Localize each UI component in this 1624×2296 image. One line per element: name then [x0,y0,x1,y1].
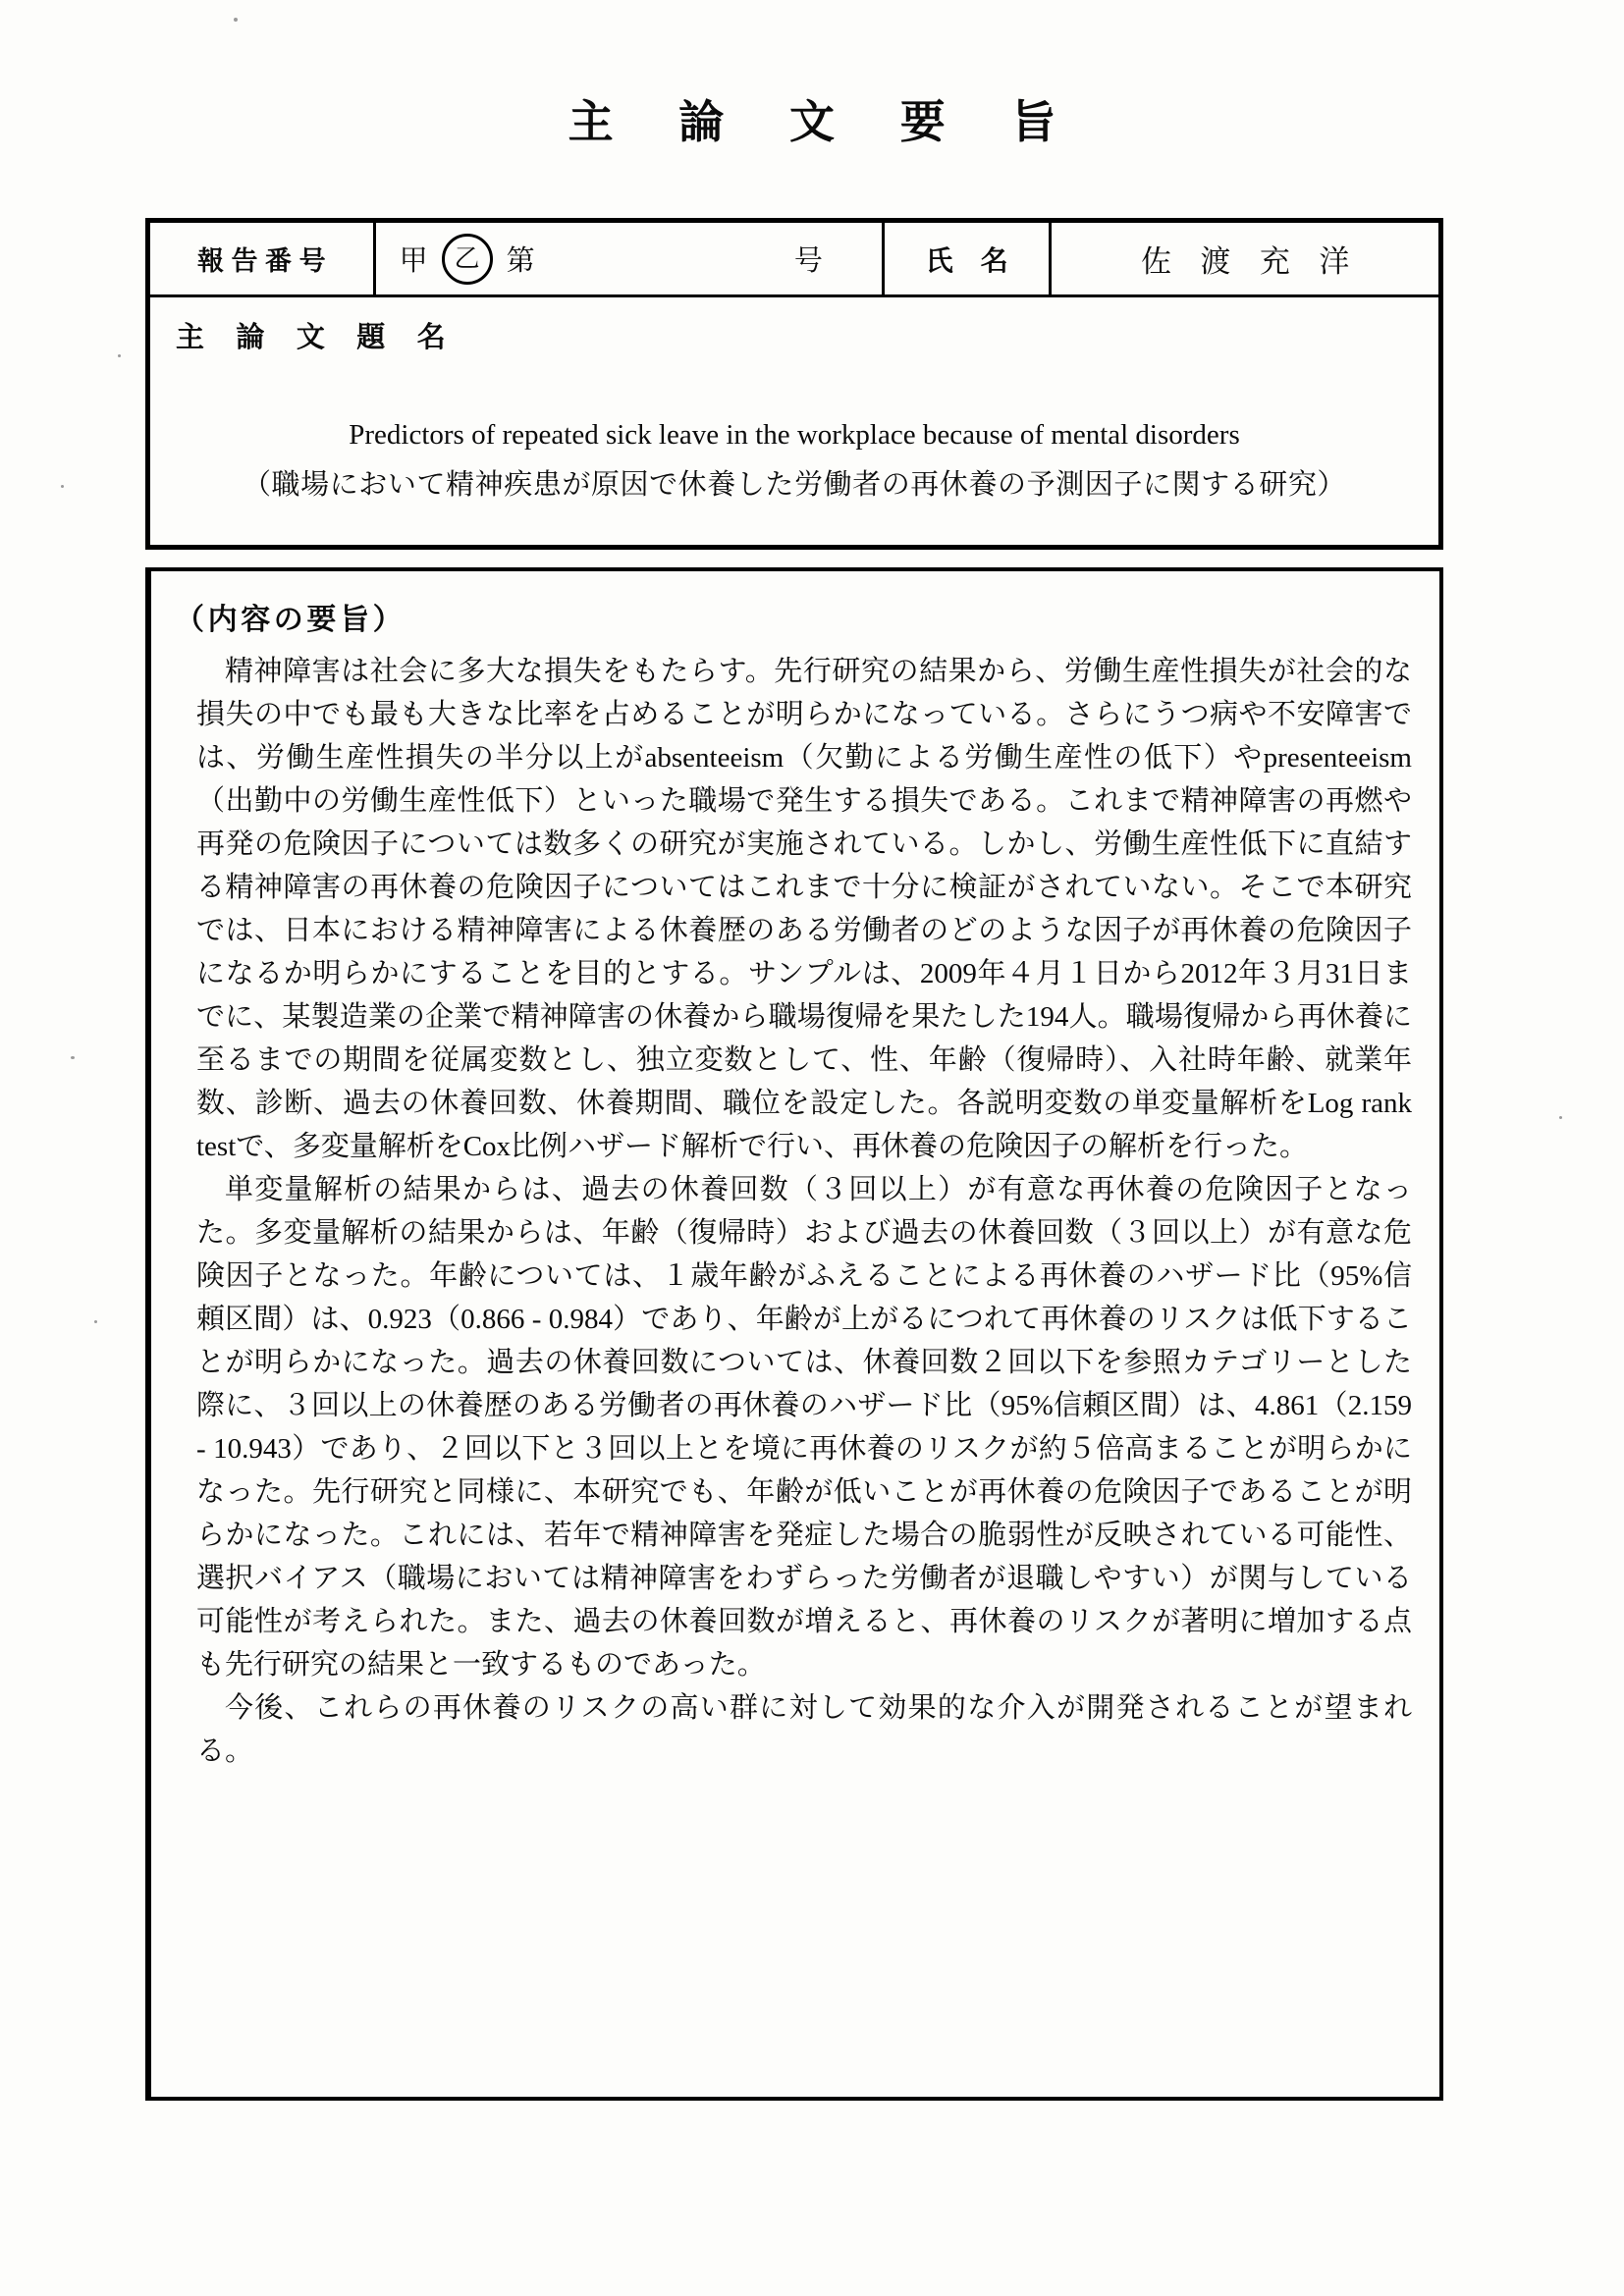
report-number-label: 報告番号 [150,223,376,294]
abstract-paragraph-2: 単変量解析の結果からは、過去の休養回数（３回以上）が有意な再休養の危険因子となった。多変量解析の結果からは、年齢（復帰時）および過去の休養回数（３回以上）が有意な危険因子となった。年齢については、１歳年齢がふえることによる再休養のハザード比（95%信頼区間）は、0.923（0.866 - 0.984）であり、年齢が上がるにつれて再休養のリスクは低下することが明らかになった。過去の休養回数については、休養回数２回以下を参照カテゴリーとした際に、３回以上の休養歴のある労働者の再休養のハザード比（95%信頼区間）は、4.861（2.159 - 10.943）であり、２回以下と３回以上とを境に再休養のリスクが約５倍高まることが明らかになった。先行研究と同様に、本研究でも、年齢が低いことが再休養の危険因子であることが明らかになった。これには、若年で精神障害を発症した場合の脆弱性が反映されている可能性、選択バイアス（職場においては精神障害をわずらった労働者が退職しやすい）が関与している可能性が考えられた。また、過去の休養回数が増えると、再休養のリスクが著明に増加する点も先行研究の結果と一致するものであった。 [196,1174,1412,1681]
report-number-cell [376,223,885,294]
dai-label: 第 [506,245,535,277]
otsu-circled-label: 乙 [442,234,493,285]
header-table [145,218,1443,550]
thesis-title-japanese: （職場において精神疾患が原因で休養した労働者の再休養の予測因子に関する研究） [242,469,1347,501]
page-title: 主論文要旨 [568,97,1122,147]
header-row [150,223,1438,297]
scan-speck [1559,1116,1562,1119]
abstract-box [145,567,1443,2101]
kou-label: 甲 [399,245,428,277]
scan-speck [61,485,64,488]
abstract-body [196,650,1412,1773]
thesis-title-english: Predictors of repeated sick leave in the workplace because of mental disorders [349,419,1240,451]
gou-label: 号 [793,245,823,277]
name-value: 佐渡充洋 [1140,244,1379,279]
abstract-paragraph-3: 今後、これらの再休養のリスクの高い群に対して効果的な介入が開発されることが望まれる。 [196,1692,1412,1767]
abstract-heading: （内容の要旨） [175,604,406,636]
thesis-title-label: 主 論 文 題 名 [176,322,458,353]
thesis-title-row [150,297,1438,547]
scan-speck [118,354,121,357]
report-number-kou-otsu-dai [400,234,535,285]
scan-speck [94,1320,97,1323]
abstract-paragraph-1: 精神障害は社会に多大な損失をもたらす。先行研究の結果から、労働生産性損失が社会的な損失の中でも最も大きな比率を占めることが明らかになっている。さらにうつ病や不安障害では、労働生産性損失の半分以上がabsenteeism（欠勤による労働生産性の低下）やpresenteeism（出勤中の労働生産性低下）といった職場で発生する損失である。これまで精神障害の再燃や再発の危険因子については数多くの研究が実施されている。しかし、労働生産性低下に直結する精神障害の再休養の危険因子についてはこれまで十分に検証がされていない。そこで本研究では、日本における精神障害による休養歴のある労働者のどのような因子が再休養の危険因子になるか明らかにすることを目的とする。サンプルは、2009年４月１日から2012年３月31日までに、某製造業の企業で精神障害の休養から職場復帰を果たした194人。職場復帰から再休養に至るまでの期間を従属変数とし、独立変数として、性、年齢（復帰時）、入社時年齢、就業年数、診断、過去の休養回数、休養期間、職位を設定した。各説明変数の単変量解析をLog rank testで、多変量解析をCox比例ハザード解析で行い、再休養の危険因子の解析を行った。 [196,656,1413,1162]
scan-speck [234,18,238,22]
name-label: 氏名 [885,223,1053,294]
scan-speck [71,1056,75,1059]
